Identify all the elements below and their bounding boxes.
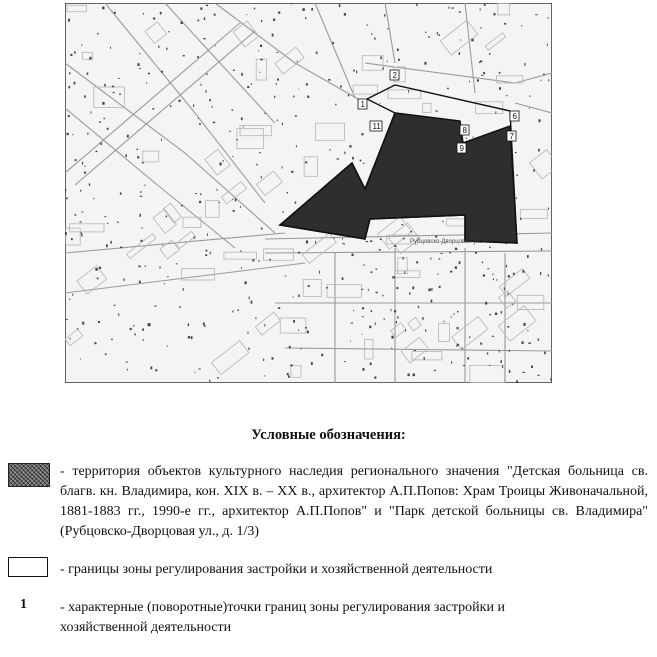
zone-boundary-swatch: [8, 557, 48, 577]
boundary-point-label-8: 8: [462, 126, 467, 135]
heritage-area-swatch: [8, 463, 50, 487]
boundary-point-label-1: 1: [360, 100, 365, 109]
boundary-point-label-6: 6: [512, 112, 517, 121]
site-plan-map: [65, 3, 552, 383]
legend-item-zone-boundary: - границы зоны регулирования застройки и хозяйственной деятельности: [60, 562, 493, 577]
boundary-point-label-2: 2: [392, 71, 397, 80]
point-number-swatch: 1: [20, 597, 27, 612]
legend-item-boundary-points: - характерные (поворотные)точки границ зоны регулирования застройки и хозяйственной деятельности: [60, 600, 505, 635]
boundary-point-label-11: 11: [372, 122, 381, 131]
svg-text:Рубцовско-Дворцовая ул.: Рубцовско-Дворцовая ул.: [410, 239, 482, 245]
legend-title: Условные обозначения:: [251, 427, 406, 443]
boundary-point-label-9: 9: [459, 144, 464, 153]
boundary-point-label-7: 7: [509, 132, 514, 141]
legend-item-heritage-area: - территория объектов культурного наследия регионального значения "Детская больница св. благв. кн. Владимира, кон. XIX в. – XX в., архитектор А.П.Попов: Храм Троицы Живоначальной, 1881-1883 гг., 1990-е гг., архитектор А.П.Попов" и "Парк детской больницы св. Владимира" (Рубцовско-Дворцовая ул., д. 1/3): [60, 464, 648, 539]
